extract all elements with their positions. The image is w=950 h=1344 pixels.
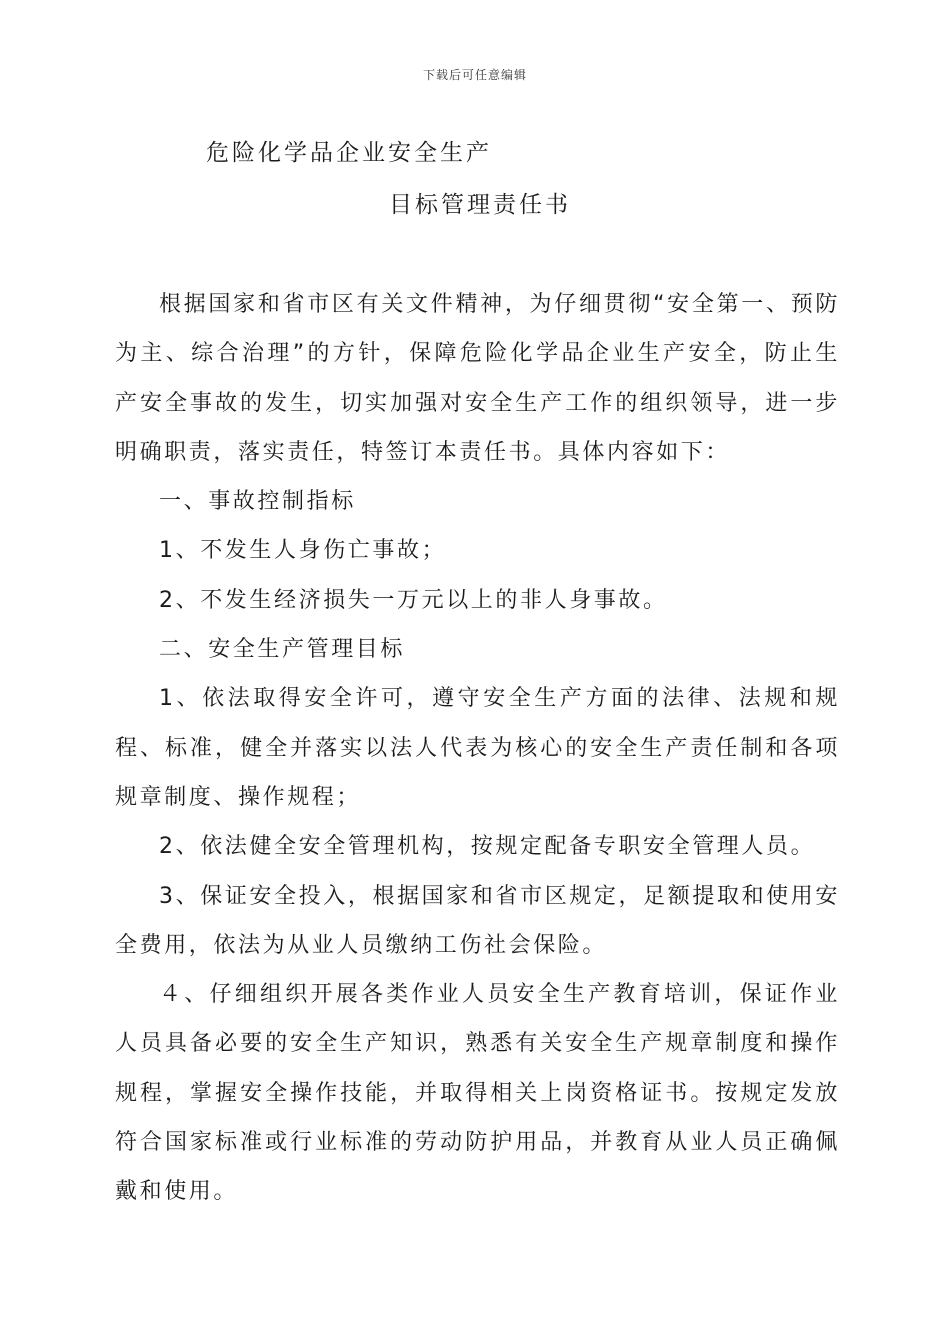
intro-paragraph: 根据国家和省市区有关文件精神，为仔细贯彻“安全第一、预防为主、综合治理”的方针，保障危险化学品企业生产安全，防止生产安全事故的发生，切实加强对安全生产工作的组织领导，进一步明确职责，落实责任，特签订本责任书。具体内容如下： bbox=[115, 292, 840, 465]
list-item: 1、依法取得安全许可，遵守安全生产方面的法律、法规和规程、标准，健全并落实以法人代表为核心的安全生产责任制和各项规章制度、操作规程； bbox=[115, 686, 840, 810]
document-title-line-2: 目标管理责任书 bbox=[389, 192, 571, 218]
list-item: ４、仔细组织开展各类作业人员安全生产教育培训，保证作业人员具备必要的安全生产知识，熟悉有关安全生产规章制度和操作规程，掌握安全操作技能，并取得相关上岗资格证书。按规定发放符合国家标准或行业标准的劳动防护用品，并教育从业人员正确佩戴和使用。 bbox=[115, 982, 840, 1205]
section-heading-management-goals: 二、安全生产管理目标 bbox=[159, 637, 406, 663]
list-item: 3、保证安全投入，根据国家和省市区规定，足额提取和使用安全费用，依法为从业人员缴纳工伤社会保险。 bbox=[115, 883, 840, 958]
document-body bbox=[115, 280, 840, 1217]
header-note: 下载后可任意编辑 bbox=[422, 68, 527, 82]
document-title-line-1: 危险化学品企业安全生产 bbox=[206, 140, 492, 166]
section-heading-accident-control: 一、事故控制指标 bbox=[159, 489, 356, 515]
list-item: 2、依法健全安全管理机构，按规定配备专职安全管理人员。 bbox=[159, 834, 816, 860]
list-item: 2、不发生经济损失一万元以上的非人身事故。 bbox=[159, 587, 668, 613]
list-item: 1、不发生人身伤亡事故； bbox=[159, 538, 447, 564]
